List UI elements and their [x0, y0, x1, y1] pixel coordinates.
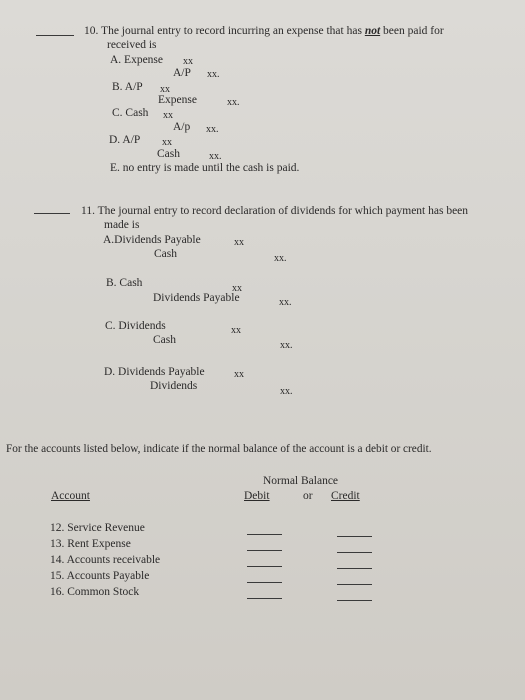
debit-blank-15[interactable]: [247, 582, 282, 583]
answer-blank-q11[interactable]: [34, 213, 70, 214]
q11-option-a-credit-amount: xx.: [274, 253, 287, 264]
credit-blank-15[interactable]: [337, 584, 372, 585]
q11-option-b-credit-amount: xx.: [279, 297, 292, 308]
q11-option-b-credit: Dividends Payable: [153, 292, 240, 304]
q11-option-c-credit-amount: xx.: [280, 340, 293, 351]
q11-prompt: 11. The journal entry to record declaration of dividends for which payment has been: [81, 205, 469, 217]
q10-option-d-credit: Cash: [157, 148, 180, 160]
q10-option-e: E. no entry is made until the cash is paid.: [110, 162, 300, 174]
account-item-13: 13. Rent Expense: [50, 538, 131, 550]
account-item-14: 14. Accounts receivable: [50, 554, 161, 566]
account-item-16: 16. Common Stock: [50, 586, 140, 598]
credit-column-header: Credit: [331, 490, 360, 502]
account-item-15: 15. Accounts Payable: [50, 570, 150, 582]
answer-blank-q10[interactable]: [36, 35, 74, 36]
q11-option-d-credit-amount: xx.: [280, 386, 293, 397]
q10-option-c-debit-amount: xx: [163, 110, 173, 121]
credit-blank-16[interactable]: [337, 600, 372, 601]
q10-prompt-cont: received is: [107, 39, 157, 51]
account-item-12: 12. Service Revenue: [50, 522, 145, 534]
q10-option-b-label: B. A/P: [112, 81, 143, 93]
q11-option-d-credit: Dividends: [150, 380, 198, 392]
debit-blank-16[interactable]: [247, 598, 282, 599]
credit-blank-13[interactable]: [337, 552, 372, 553]
q11-option-c-debit-amount: xx: [231, 325, 241, 336]
q10-option-b-debit-amount: xx: [160, 84, 170, 95]
q10-option-b-credit-amount: xx.: [227, 97, 240, 108]
q10-option-d-credit-amount: xx.: [209, 151, 222, 162]
q11-option-a-debit-amount: xx: [234, 237, 244, 248]
or-label: or: [303, 490, 313, 502]
q10-option-c-label: C. Cash: [112, 107, 149, 119]
q11-option-d-debit-amount: xx: [234, 369, 244, 380]
q11-option-c-credit: Cash: [153, 334, 176, 346]
q11-option-b-label: B. Cash: [106, 277, 143, 289]
q10-option-a-label: A. Expense: [110, 54, 164, 66]
q11-option-c-label: C. Dividends: [105, 320, 166, 332]
debit-column-header: Debit: [244, 490, 270, 502]
debit-blank-13[interactable]: [247, 550, 282, 551]
q11-prompt-cont: made is: [104, 219, 140, 231]
q10-option-a-credit: A/P: [173, 67, 191, 79]
q10-prompt: 10. The journal entry to record incurring an expense that has not been paid for: [84, 25, 444, 37]
debit-blank-12[interactable]: [247, 534, 282, 535]
q10-option-d-label: D. A/P: [109, 134, 141, 146]
credit-blank-12[interactable]: [337, 536, 372, 537]
q10-option-a-credit-amount: xx.: [207, 69, 220, 80]
account-column-header: Account: [51, 490, 90, 502]
q11-option-a-label: A.Dividends Payable: [103, 234, 201, 246]
normal-balance-header: Normal Balance: [263, 475, 339, 487]
q10-option-b-credit: Expense: [158, 94, 197, 106]
q11-option-d-label: D. Dividends Payable: [104, 366, 205, 378]
q10-option-d-debit-amount: xx: [162, 137, 172, 148]
q10-option-c-credit-amount: xx.: [206, 124, 219, 135]
section-instruction: For the accounts listed below, indicate if the normal balance of the account is a debit or credit.: [6, 443, 432, 455]
q10-option-c-credit: A/p: [173, 121, 191, 133]
credit-blank-14[interactable]: [337, 568, 372, 569]
q11-option-b-debit-amount: xx: [232, 283, 242, 294]
debit-blank-14[interactable]: [247, 566, 282, 567]
q11-option-a-credit: Cash: [154, 248, 177, 260]
q10-option-a-debit-amount: xx: [183, 56, 193, 67]
